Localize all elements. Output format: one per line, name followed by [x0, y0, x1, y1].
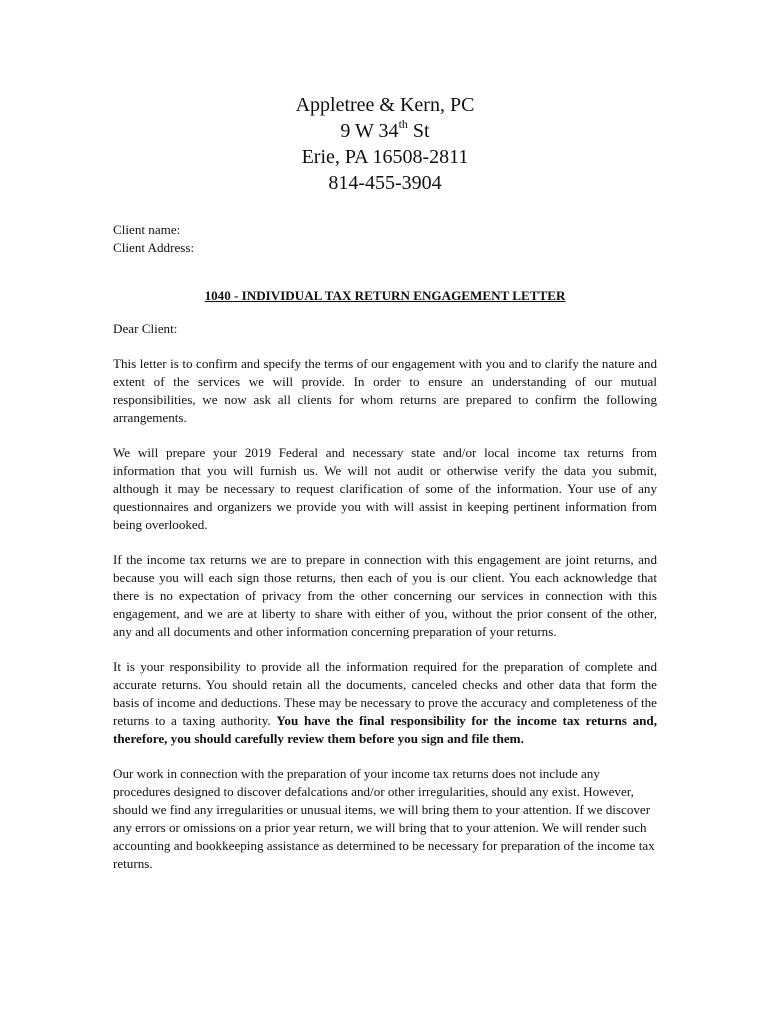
- paragraph-scope: We will prepare your 2019 Federal and necessary state and/or local income tax returns from information that you will furnish us. We will not audit or otherwise verify the data you submit, although it may be necessary to request clarification of some of the information. Your use of any questionnaires and organizers we provide you with will assist in keeping pertinent information from being overlooked.: [113, 445, 657, 532]
- paragraph-joint-returns: If the income tax returns we are to prepare in connection with this engagement are joint returns, and because you will each sign those returns, then each of you is our client. You each acknowledge that there is no expectation of privacy from the other concerning our services in connection with this engagement, and we are at liberty to share with either of you, without the prior consent of the other, any and all documents and other information concerning preparation of your returns.: [113, 552, 657, 639]
- letterhead: [0, 92, 770, 196]
- salutation: Dear Client:: [113, 321, 178, 336]
- paragraph-purpose: This letter is to confirm and specify the terms of our engagement with you and to clarify the nature and extent of the services we will provide. In order to ensure an understanding of our mutual responsibilities, we now ask all clients for whom returns are prepared to confirm the following arrangements.: [113, 356, 657, 425]
- responsibility-bold-text: You have the final responsibility for the income tax returns and, therefore, you should carefully review them before you sign and file them.: [113, 713, 657, 746]
- paragraph-irregularities: Our work in connection with the preparation of your income tax returns does not include any procedures designed to discover defalcations and/or other irregularities, should any exist. However, should we find any irregularities or unusual items, we will bring them to your attention. If we discover any errors or omissions on a prior year return, we will bring that to your attenion. We will render such accounting and bookkeeping assistance as determined to be necessary for preparation of the income tax returns.: [113, 766, 655, 871]
- firm-phone: 814-455-3904: [328, 172, 442, 194]
- client-address-label: Client Address:: [113, 240, 195, 255]
- firm-city-state-zip: Erie, PA 16508-2811: [301, 146, 469, 168]
- letter-title: 1040 - INDIVIDUAL TAX RETURN ENGAGEMENT LETTER: [204, 288, 566, 303]
- letter-body: [113, 221, 657, 890]
- responsibility-text: It is your responsibility to provide all the information required for the preparation of complete and accurate returns. You should retain all the documents, canceled checks and other data that form the basis of income and deductions. These may be necessary to prove the accuracy and completeness of the returns to a taxing authority.: [113, 659, 657, 728]
- firm-name: Appletree & Kern, PC: [295, 94, 475, 116]
- firm-street-address: [0, 118, 770, 144]
- street-number: 9 W 34: [340, 120, 399, 142]
- paragraph-client-responsibility: [113, 658, 657, 748]
- client-block: [113, 221, 657, 257]
- street-ordinal-suffix: th: [398, 117, 408, 131]
- street-name: St: [407, 120, 430, 142]
- client-name-label: Client name:: [113, 222, 181, 237]
